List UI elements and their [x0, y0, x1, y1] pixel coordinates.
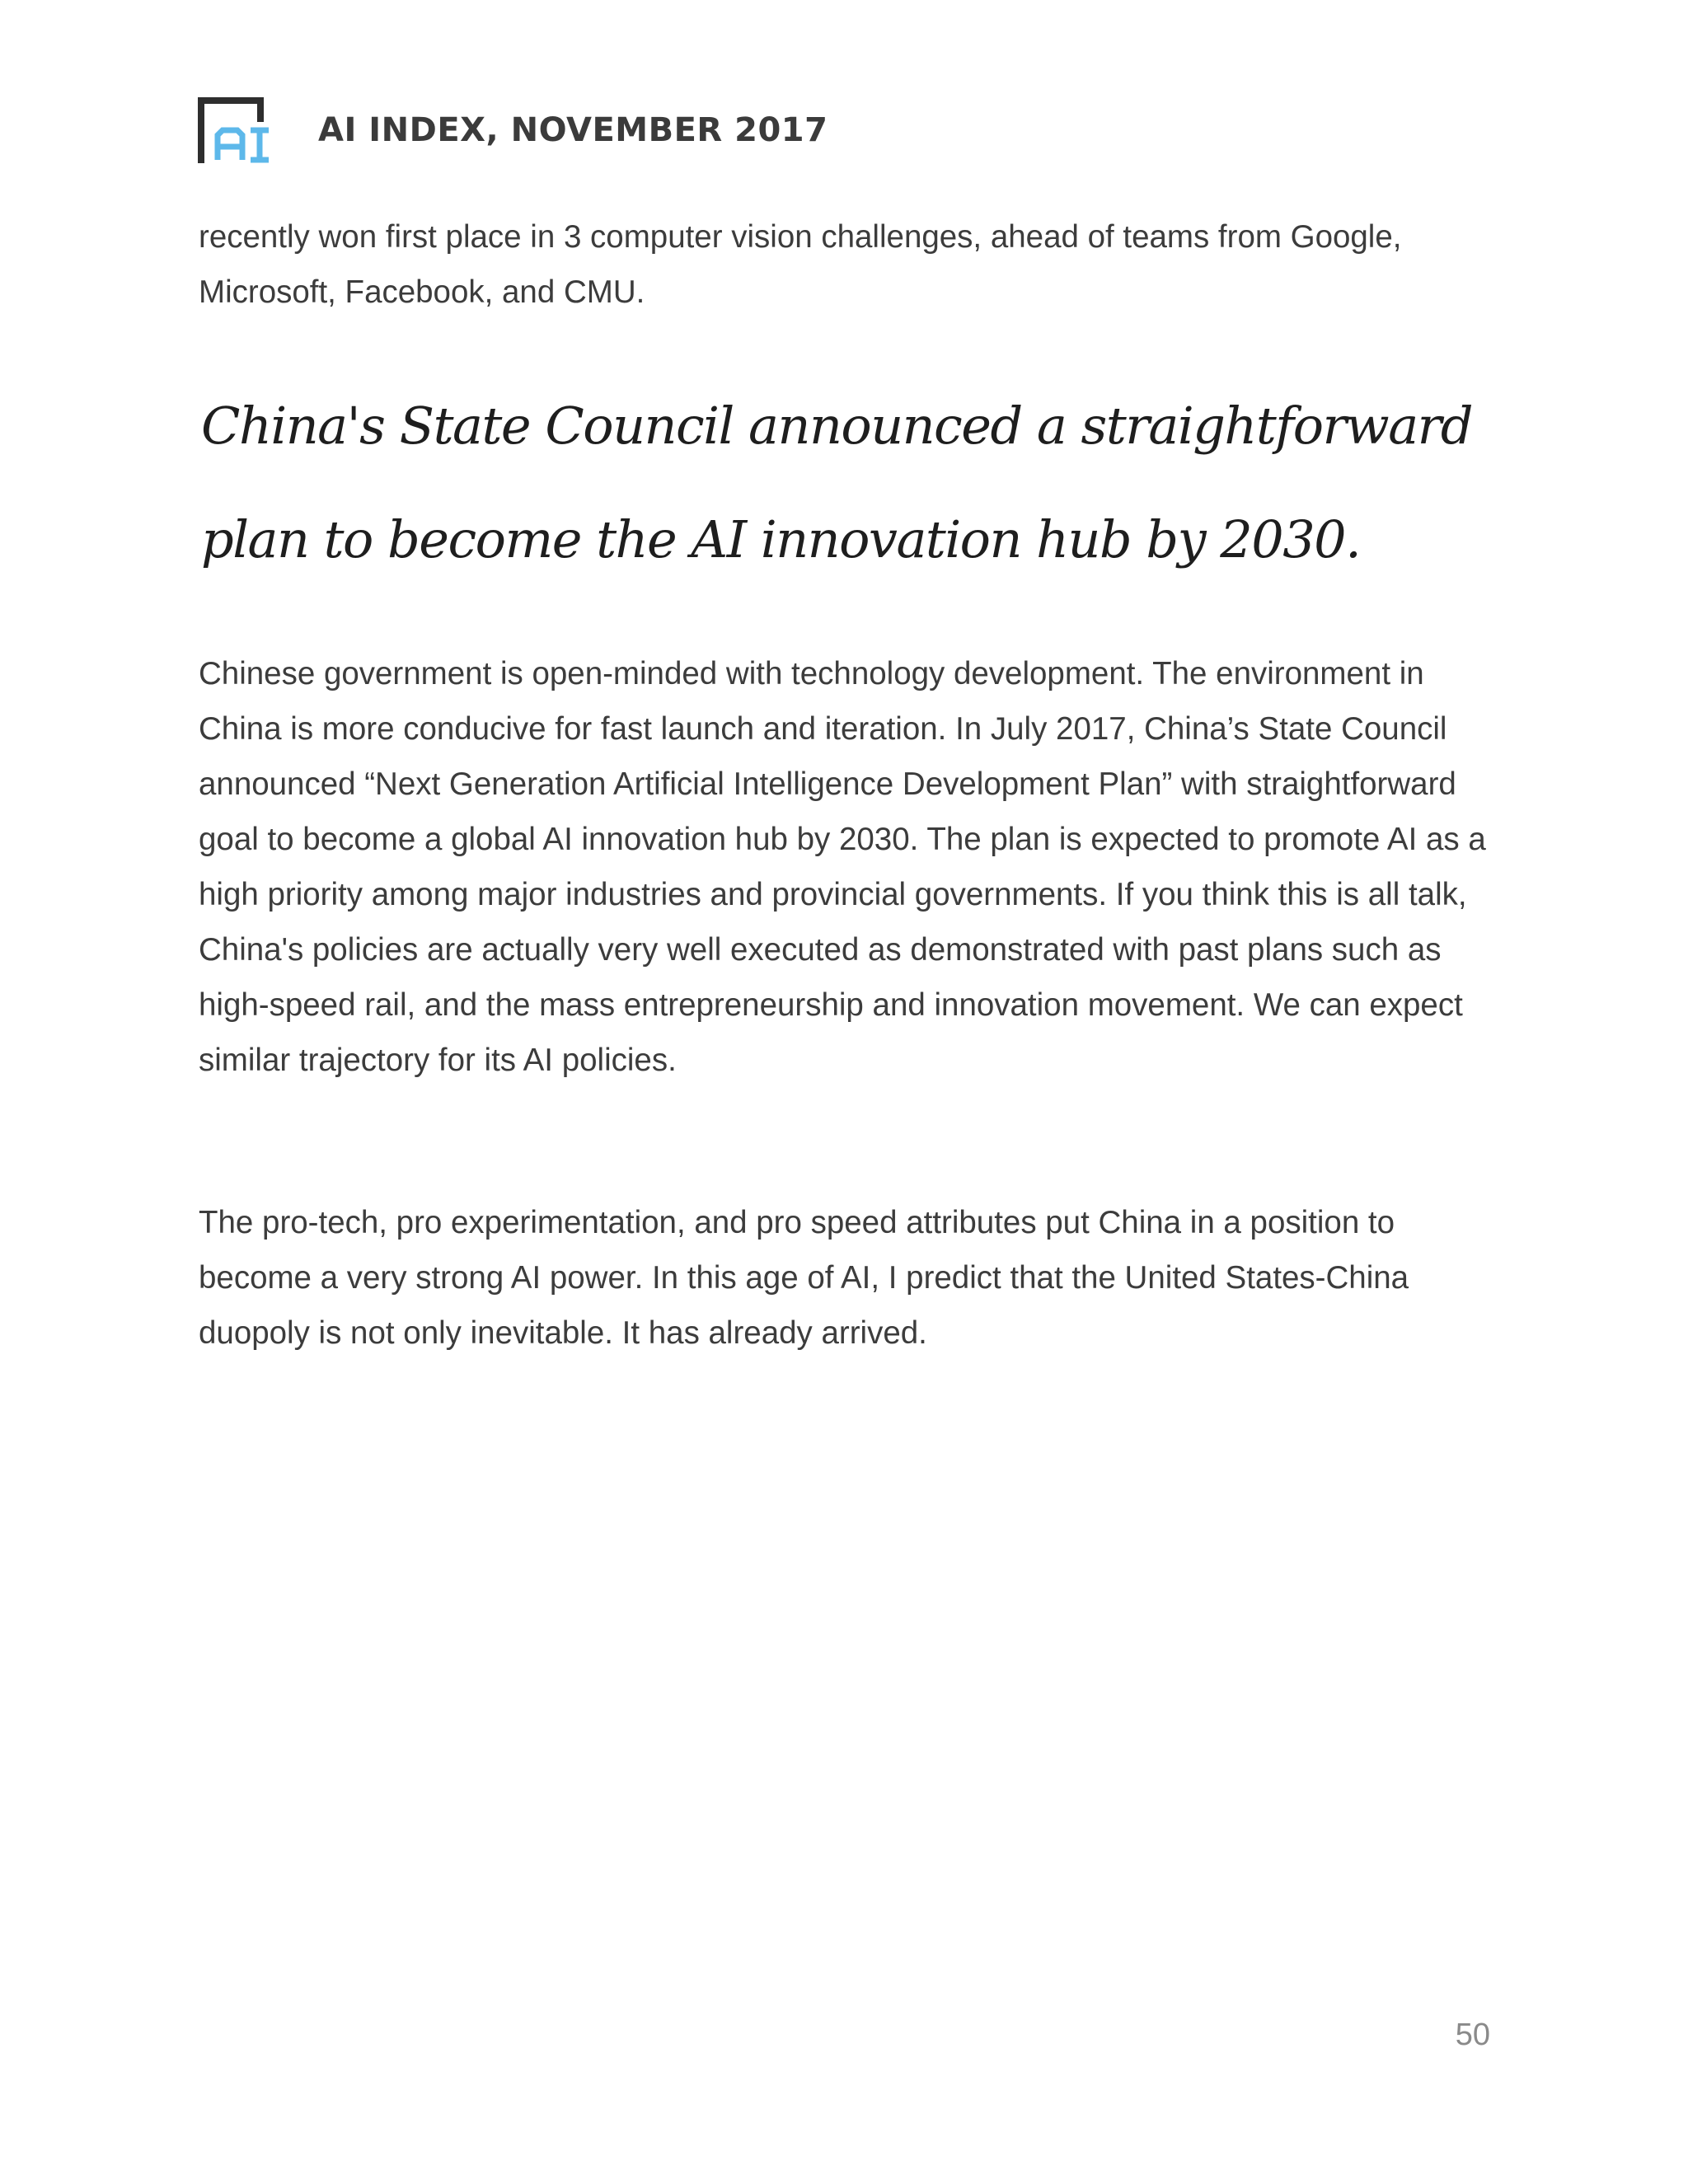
- intro-paragraph: recently won first place in 3 computer vision challenges, ahead of teams from Google, Microsoft, Facebook, and CMU.: [199, 219, 1402, 310]
- body-paragraph-1: Chinese government is open-minded with technology development. The environment in China is more conducive for fast launch and iteration. In July 2017, China’s State Council announced “Next Generation Artificial Intelligence Development Plan” with straightforward goal to become a global AI innovation hub by 2030. The plan is expected to promote AI as a high priority among major industries and provincial governments. If you think this is all talk, China's policies are actually very well executed as demonstrated with past plans such as high-speed rail, and the mass entrepreneurship and innovation movement. We can expect similar trajectory for its AI policies.: [199, 656, 1486, 1078]
- header-title: AI INDEX, NOVEMBER 2017: [318, 111, 828, 149]
- pull-quote: China's State Council announced a straightforward plan to become the AI innovation hub by 2030.: [201, 396, 1473, 569]
- ai-index-logo: [198, 97, 272, 163]
- page-header: [198, 97, 828, 163]
- body-paragraph-2: The pro-tech, pro experimentation, and pro speed attributes put China in a position to become a very strong AI power. In this age of AI, I predict that the United States-China duopoly is not only inevitable. It has already arrived.: [199, 1205, 1409, 1351]
- page-number: 50: [1455, 2018, 1490, 2052]
